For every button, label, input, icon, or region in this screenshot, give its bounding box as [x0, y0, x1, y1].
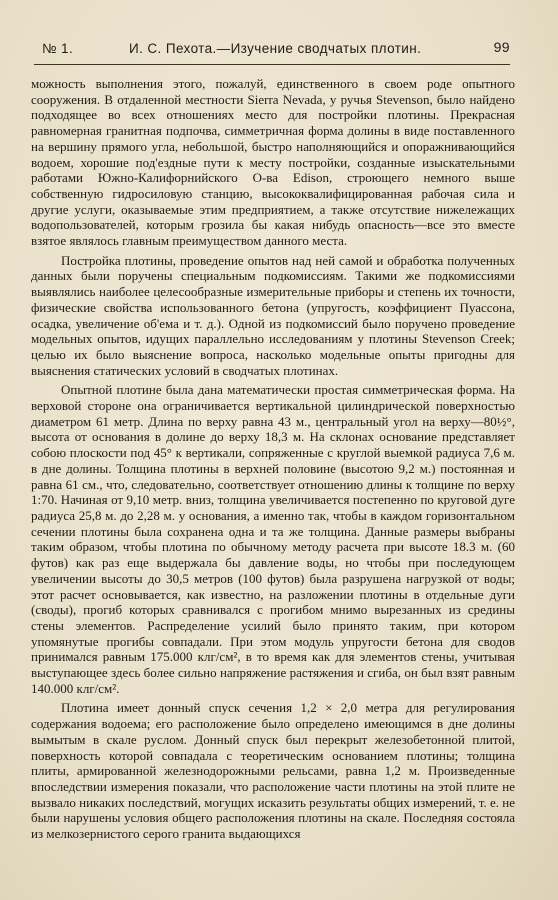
- running-header: [34, 38, 510, 60]
- page-number: 99: [493, 39, 510, 55]
- paragraph-2: Постройка плотины, проведение опытов над ней самой и обработка полученных данных были поручены специальным подкомиссиям. Такими же подкомиссиями выявлялись наиболее целесообразные измерительные приборы и степень их точности, физические свойства использованного бетона (упругость, коэффициент Пуассона, осадка, увеличение об'ема и т. д.). Одной из подкомиссий было поручено проведение модельных опытов, идущих параллельно исследованиям у плотины Stevenson Creek; целью их было выяснение вопроса, насколько модельные опыты пригодны для выяснения статических условий в сводчатых плотинах.: [31, 252, 515, 378]
- paragraph-3: Опытной плотине была дана математически простая симметрическая форма. На верховой стороне она ограничивается вертикальной цилиндрической поверхностью диаметром 61 метр. Длина по верху равна 43 м., центральный угол на верху—80½°, высота от основания в долине до верху 18,3 м. На склонах основание представляет собою плоскости под 45° к вертикали, сопряженные с круглой выемкой радиуса 7,6 м. в дне долины. Толщина плотины в верхней половине (высотою 9,2 м.) постоянная и равна 61 см., что, следовательно, соответствует отношению длины к толщине по верху 1:70. Начиная от 9,10 метр. вниз, толщина увеличивается постепенно по круговой дуге радиуса 25,8 м. до 2,28 м. у основания, а именно так, чтобы в каждом горизонтальном сечении плотины была сохранена одна и та же толщина. Данные размеры выбраны таким образом, чтобы плотина по обычному методу расчета при высоте 18.3 м. (60 футов) как раз еще выдержала бы давление воды, но чтобы при последующем увеличении высоты до 30,5 метров (100 футов) была разрушена нагрузкой от воды; этот расчет основывается, как известно, на разложении плотины в отдельные дуги (своды), прогиб которых сравнивался с прогибом мнимо вырезанных из средины стены элементов. Распределение усилий было принято таким, при котором упомянутые прогибы совпадали. При этом модуль упругости бетона для сводов принимался равным 175.000 клг/см², в то время как для элементов стены, учитывая выступающее здесь более сильно напряжение растяжения и сгиба, он был взят равным 140.000 клг/см².: [31, 382, 515, 696]
- header-rule: [34, 64, 510, 65]
- body-text: [31, 76, 515, 846]
- paragraph-4: Плотина имеет донный спуск сечения 1,2 × 2,0 метра для регулирования содержания водоема; его расположение было определено имеющимся в дне долины вымытым в скале руслом. Донный спуск был перекрыт железобетонной плитой, поверхность которой совпадала с теоретическим основанием плотины; толщина плиты, армированной железнодорожными рельсами, равна 1,2 м. Произведенные впоследствии измерения показали, что расположение части плотины на этой плите не вызвало никаких последствий, могущих исказить результаты общих измерений, т. е. не были нарушены условия общего расположения плотины на скале. Последняя состояла из мелкозернистого серого гранита выдающихся: [31, 700, 515, 842]
- issue-number: № 1.: [42, 41, 74, 56]
- paragraph-1: можность выполнения этого, пожалуй, единственного в своем роде опытного сооружения. В отдаленной местности Sierra Nevada, у ручья Stevenson, было найдено подходящее во всех отношениях место для постройки плотины. Прекрасная равномерная гранитная подпочва, симметричная форма долины в виде поставленного на вершину прямого угла, небольшой, быстро наполняющийся и опоражнивающийся водоем, хорошие под'ездные пути к месту постройки, созданные изыскательными работами Южно-Калифорнийского О-ва Edison, строющего немного выше собственную гидросиловую станцию, высококвалифицированная рабочая сила и другие услуги, оказываемые этим предприятием, а также отсутствие нижележащих водопользователей, которым грозила бы какая нибудь опасность—все это вместе взятое являлось главным преимуществом данного места.: [31, 76, 515, 249]
- running-title: И. С. Пехота.—Изучение сводчатых плотин.: [129, 41, 422, 56]
